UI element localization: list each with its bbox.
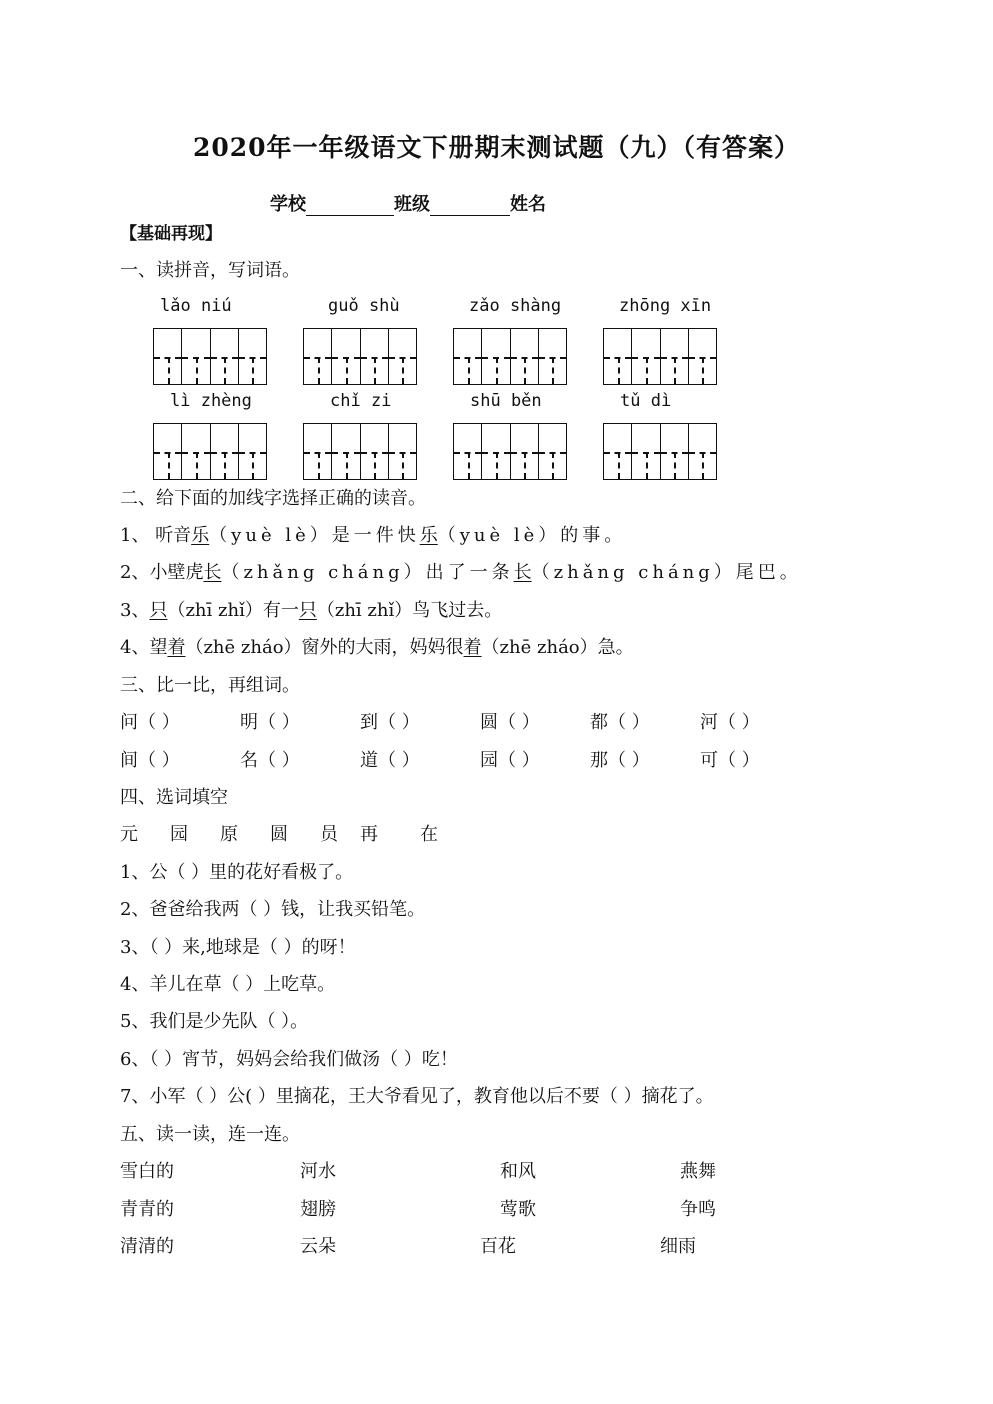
q2-sentence-3: 3、只（zhī zhǐ）有一只（zhī zhǐ）鸟飞过去。	[120, 600, 503, 621]
match-word[interactable]: 和风	[500, 1161, 536, 1182]
word-choice: 元	[120, 824, 138, 845]
word-choice: 圆	[270, 824, 288, 845]
fill-item[interactable]: 3、（ ）来,地球是（ ）的呀！	[120, 937, 356, 958]
student-info	[270, 190, 546, 216]
fill-item[interactable]: 1、公（ ）里的花好看极了。	[120, 862, 354, 883]
writing-grid[interactable]	[303, 328, 417, 385]
pinyin-label: zǎo shàng	[469, 296, 562, 316]
pinyin-label: chǐ zi	[330, 391, 392, 411]
match-word[interactable]: 清清的	[120, 1236, 174, 1257]
pinyin-label: lǎo niú	[160, 296, 232, 316]
underlined-char: 着	[463, 637, 482, 658]
writing-grid[interactable]	[153, 328, 267, 385]
compare-item[interactable]: 都（ ）	[590, 712, 650, 733]
section-tag: 【基础再现】	[120, 224, 222, 244]
name-label: 姓名	[510, 194, 546, 215]
match-word[interactable]: 百花	[480, 1236, 516, 1257]
pinyin-label: zhōng xīn	[619, 296, 712, 316]
match-word[interactable]: 河水	[300, 1161, 336, 1182]
writing-grid[interactable]	[153, 423, 267, 480]
writing-grid[interactable]	[453, 423, 567, 480]
match-word[interactable]: 翅膀	[300, 1199, 336, 1220]
match-word[interactable]: 燕舞	[680, 1161, 716, 1182]
pinyin-label: tǔ dì	[620, 391, 672, 411]
q5-heading: 五、读一读，连一连。	[120, 1124, 300, 1145]
word-choice: 再	[360, 824, 378, 845]
compare-item[interactable]: 名（ ）	[240, 750, 300, 771]
pinyin-label: lì zhèng	[170, 391, 252, 411]
compare-item[interactable]: 问（ ）	[120, 712, 180, 733]
word-choice: 原	[220, 824, 238, 845]
fill-item[interactable]: 2、爸爸给我两（ ）钱，让我买铅笔。	[120, 899, 426, 920]
compare-item[interactable]: 间（ ）	[120, 750, 180, 771]
match-word[interactable]: 莺歌	[500, 1199, 536, 1220]
underlined-char: 长	[203, 562, 222, 583]
compare-item[interactable]: 河（ ）	[700, 712, 760, 733]
underlined-char: 只	[149, 600, 168, 621]
compare-item[interactable]: 园（ ）	[480, 750, 540, 771]
match-word[interactable]: 争鸣	[680, 1199, 716, 1220]
fill-item[interactable]: 4、羊儿在草（ ）上吃草。	[120, 974, 336, 995]
class-label: 班级	[394, 194, 430, 215]
q1-heading: 一、读拼音，写词语。	[120, 260, 300, 281]
writing-grid[interactable]	[453, 328, 567, 385]
word-choice: 园	[170, 824, 188, 845]
word-choice: 在	[420, 824, 438, 845]
underlined-char: 长	[513, 562, 532, 583]
match-word[interactable]: 云朵	[300, 1236, 336, 1257]
pinyin-label: shū běn	[470, 391, 542, 411]
underlined-char: 乐	[191, 525, 210, 546]
word-choice: 员	[320, 824, 338, 845]
match-word[interactable]: 雪白的	[120, 1161, 174, 1182]
writing-grid[interactable]	[603, 328, 717, 385]
match-word[interactable]: 青青的	[120, 1199, 174, 1220]
q2-sentence-1: 1、 听音乐（yuè lè）是一件快乐（yuè lè）的事。	[120, 525, 627, 546]
q2-sentence-4: 4、望着（zhē zháo）窗外的大雨，妈妈很着（zhē zháo）急。	[120, 637, 634, 658]
school-label: 学校	[270, 194, 306, 215]
q2-heading: 二、给下面的加线字选择正确的读音。	[120, 488, 426, 509]
writing-grid[interactable]	[303, 423, 417, 480]
pinyin-label: guǒ shù	[328, 296, 400, 316]
fill-item[interactable]: 7、小军（ ）公( ）里摘花，王大爷看见了，教育他以后不要（ ）摘花了。	[120, 1086, 714, 1107]
fill-item[interactable]: 5、我们是少先队（ ）。	[120, 1011, 309, 1032]
writing-grid[interactable]	[603, 423, 717, 480]
match-word[interactable]: 细雨	[660, 1236, 696, 1257]
compare-item[interactable]: 可（ ）	[700, 750, 760, 771]
q4-heading: 四、选词填空	[120, 787, 228, 808]
compare-item[interactable]: 道（ ）	[360, 750, 420, 771]
compare-item[interactable]: 那（ ）	[590, 750, 650, 771]
compare-item[interactable]: 圆（ ）	[480, 712, 540, 733]
class-blank[interactable]	[430, 197, 510, 216]
underlined-char: 只	[298, 600, 317, 621]
page-title: 2020年一年级语文下册期末测试题（九）（有答案）	[192, 133, 801, 162]
school-blank[interactable]	[306, 197, 394, 216]
compare-item[interactable]: 明（ ）	[240, 712, 300, 733]
q2-sentence-2: 2、小壁虎长（zhǎng cháng）出了一条长（zhǎng cháng）尾巴。	[120, 562, 802, 583]
fill-item[interactable]: 6、（ ）宵节，妈妈会给我们做汤（ ）吃！	[120, 1049, 458, 1070]
compare-item[interactable]: 到（ ）	[360, 712, 420, 733]
underlined-char: 着	[167, 637, 186, 658]
q3-heading: 三、比一比，再组词。	[120, 675, 300, 696]
underlined-char: 乐	[419, 525, 438, 546]
